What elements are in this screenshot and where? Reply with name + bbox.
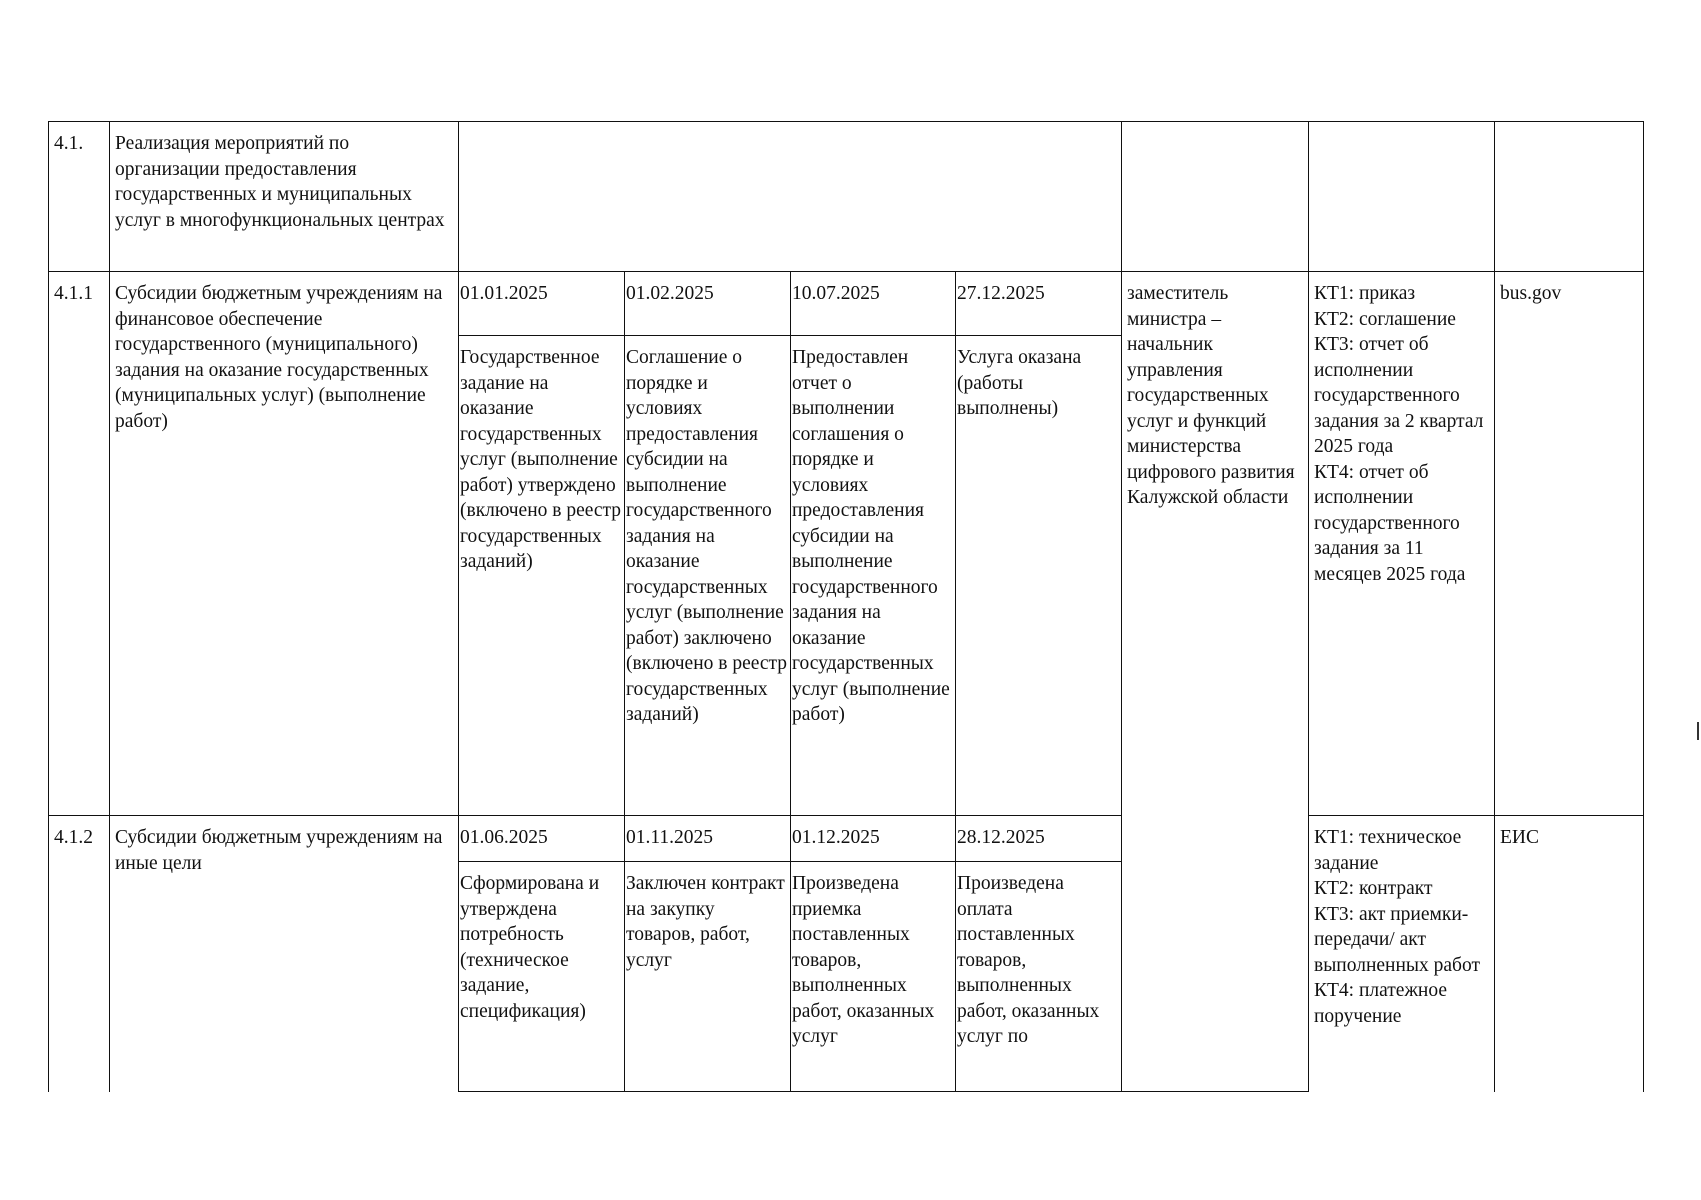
information-system: ЕИС (1495, 816, 1644, 1092)
row-number: 4.1.2 (49, 816, 110, 1092)
date-cell: 01.12.2025 (791, 816, 956, 862)
information-system: bus.gov (1495, 272, 1644, 816)
table-row (49, 272, 1644, 336)
date-cell: 01.11.2025 (625, 816, 791, 862)
result-cell: Предоставлен отчет о выполнении соглашения о порядке и условиях предоставления субсидии на выполнение государственного задания на оказание государственных услуг (выполнение работ) (791, 336, 956, 816)
result-cell: Государственное задание на оказание государственных услуг (выполнение работ) утверждено (включено в реестр государственных заданий) (459, 336, 625, 816)
empty-cell (1495, 122, 1644, 272)
result-cell: Услуга оказана (работы выполнены) (956, 336, 1122, 816)
result-cell: Заключен контракт на закупку товаров, работ, услуг (625, 862, 791, 1092)
control-point: КТ2: соглашение (1314, 308, 1456, 330)
control-point: КТ3: акт приемки-передачи/ акт выполненных работ (1314, 903, 1480, 976)
control-point: КТ1: техническое задание (1314, 827, 1462, 874)
empty-cell (1309, 122, 1495, 272)
plan-table (48, 121, 1644, 1092)
row-number: 4.1.1 (49, 272, 110, 816)
result-cell: Соглашение о порядке и условиях предоставления субсидии на выполнение государственного задания на оказание государственных услуг (выполнение работ) заключено (включено в реестр государственных заданий) (625, 336, 791, 816)
control-points (1309, 272, 1495, 816)
table-row (49, 122, 1644, 272)
control-point: КТ1: приказ (1314, 283, 1416, 304)
date-cell: 28.12.2025 (956, 816, 1122, 862)
result-cell: Произведена оплата поставленных товаров, выполненных работ, оказанных услуг по (956, 862, 1122, 1092)
date-cell: 01.01.2025 (459, 272, 625, 336)
date-cell: 27.12.2025 (956, 272, 1122, 336)
empty-cell (1122, 122, 1309, 272)
date-cell: 01.02.2025 (625, 272, 791, 336)
activity-name: Субсидии бюджетным учреждениям на иные цели (110, 816, 459, 1092)
responsible-person: заместитель министра – начальник управления государственных услуг и функций министерства цифрового развития Калужской области (1122, 272, 1309, 1092)
date-cell: 01.06.2025 (459, 816, 625, 862)
control-point: КТ4: отчет об исполнении государственного задания за 11 месяцев 2025 года (1314, 461, 1466, 585)
row-number: 4.1. (49, 122, 110, 272)
activity-name: Реализация мероприятий по организации предоставления государственных и муниципальных услуг в многофункциональных центрах (110, 122, 459, 272)
control-points (1309, 816, 1495, 1092)
result-cell: Сформирована и утверждена потребность (техническое задание, спецификация) (459, 862, 625, 1092)
result-cell: Произведена приемка поставленных товаров, выполненных работ, оказанных услуг (791, 862, 956, 1092)
activity-name: Субсидии бюджетным учреждениям на финансовое обеспечение государственного (муниципального) задания на оказание государственных (муниципальных услуг) (выполнение работ) (110, 272, 459, 816)
table-row (49, 816, 1644, 862)
control-point: КТ4: платежное поручение (1314, 980, 1448, 1027)
control-point: КТ2: контракт (1314, 878, 1433, 899)
control-point: КТ3: отчет об исполнении государственного задания за 2 квартал 2025 года (1314, 334, 1484, 457)
empty-cell (459, 122, 1122, 272)
scan-edge-mark (1697, 722, 1699, 740)
date-cell: 10.07.2025 (791, 272, 956, 336)
